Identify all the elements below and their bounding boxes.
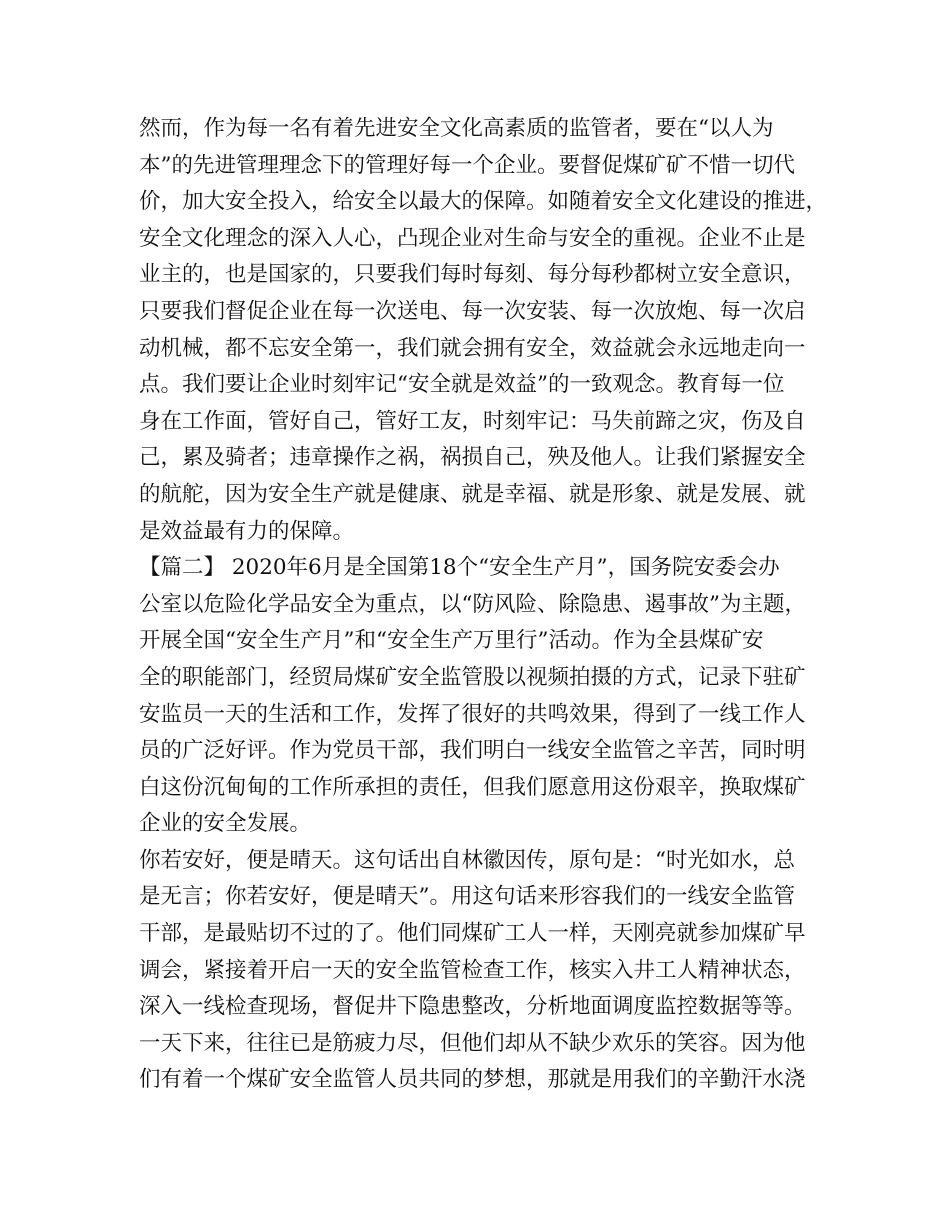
text-line: 白这份沉甸甸的工作所承担的责任，但我们愿意用这份艰辛，换取煤矿: [139, 774, 806, 800]
text-line: 调会，紧接着开启一天的安全监管检查工作，核实入井工人精神状态，: [139, 957, 806, 983]
text-line: 一天下来，往往已是筋疲力尽，但他们却从不缺少欢乐的笑容。因为他: [139, 1030, 806, 1056]
text-line: 业主的，也是国家的，只要我们每时每刻、每分每秒都树立安全意识，: [139, 262, 806, 288]
text-line: 身在工作面，管好自己，管好工友，时刻牢记：马失前蹄之灾，伤及自: [139, 408, 806, 434]
text-line: 己，累及骑者；违章操作之祸，祸损自己，殃及他人。让我们紧握安全: [139, 445, 806, 471]
text-line: 只要我们督促企业在每一次送电、每一次安装、每一次放炮、每一次启: [139, 298, 806, 324]
text-line: 员的广泛好评。作为党员干部，我们明白一线安全监管之辛苦，同时明: [139, 738, 806, 764]
text-line: 是无言；你若安好，便是晴天”。用这句话来形容我们的一线安全监管: [139, 884, 795, 910]
text-line: 动机械，都不忘安全第一，我们就会拥有安全，效益就会永远地走向一: [139, 335, 806, 361]
text-line: 企业的安全发展。: [139, 811, 312, 837]
text-line: 本”的先进管理理念下的管理好每一个企业。要督促煤矿矿不惜一切代: [139, 152, 795, 178]
text-line: 全的职能部门，经贸局煤矿安全监管股以视频拍摄的方式，记录下驻矿: [139, 664, 806, 690]
text-line: 们有着一个煤矿安全监管人员共同的梦想，那就是用我们的辛勤汗水浇: [139, 1067, 806, 1093]
text-line: 点。我们要让企业时刻牢记“安全就是效益”的一致观念。教育每一位: [139, 372, 785, 398]
text-line: 的航舵，因为安全生产就是健康、就是幸福、就是形象、就是发展、就: [139, 481, 806, 507]
text-line: 然而，作为每一名有着先进安全文化高素质的监管者，要在“以人为: [139, 116, 774, 141]
text-line: 干部，是最贴切不过的了。他们同煤矿工人一样，天刚亮就参加煤矿早: [139, 921, 806, 947]
body-text: [139, 111, 829, 1099]
text-line: 公室以危险化学品安全为重点，以“防风险、除隐患、遏事故”为主题，: [139, 591, 806, 617]
text-line: 【篇二】 2020年6月是全国第18个“安全生产月”，国务院安委会办: [139, 555, 780, 581]
text-line: 安监员一天的生活和工作，发挥了很好的共鸣效果，得到了一线工作人: [139, 701, 806, 727]
text-line: 安全文化理念的深入人心，凸现企业对生命与安全的重视。企业不止是: [139, 225, 806, 251]
text-line: 深入一线检查现场，督促井下隐患整改，分析地面调度监控数据等等。: [139, 994, 806, 1020]
text-line: 开展全国“安全生产月”和“安全生产万里行”活动。作为全县煤矿安: [139, 628, 764, 654]
text-line: 价，加大安全投入，给安全以最大的保障。如随着安全文化建设的推进，: [139, 189, 828, 215]
text-line: 你若安好，便是晴天。这句话出自林徽因传，原句是：“时光如水，总: [139, 847, 795, 873]
text-line: 是效益最有力的保障。: [139, 518, 355, 544]
